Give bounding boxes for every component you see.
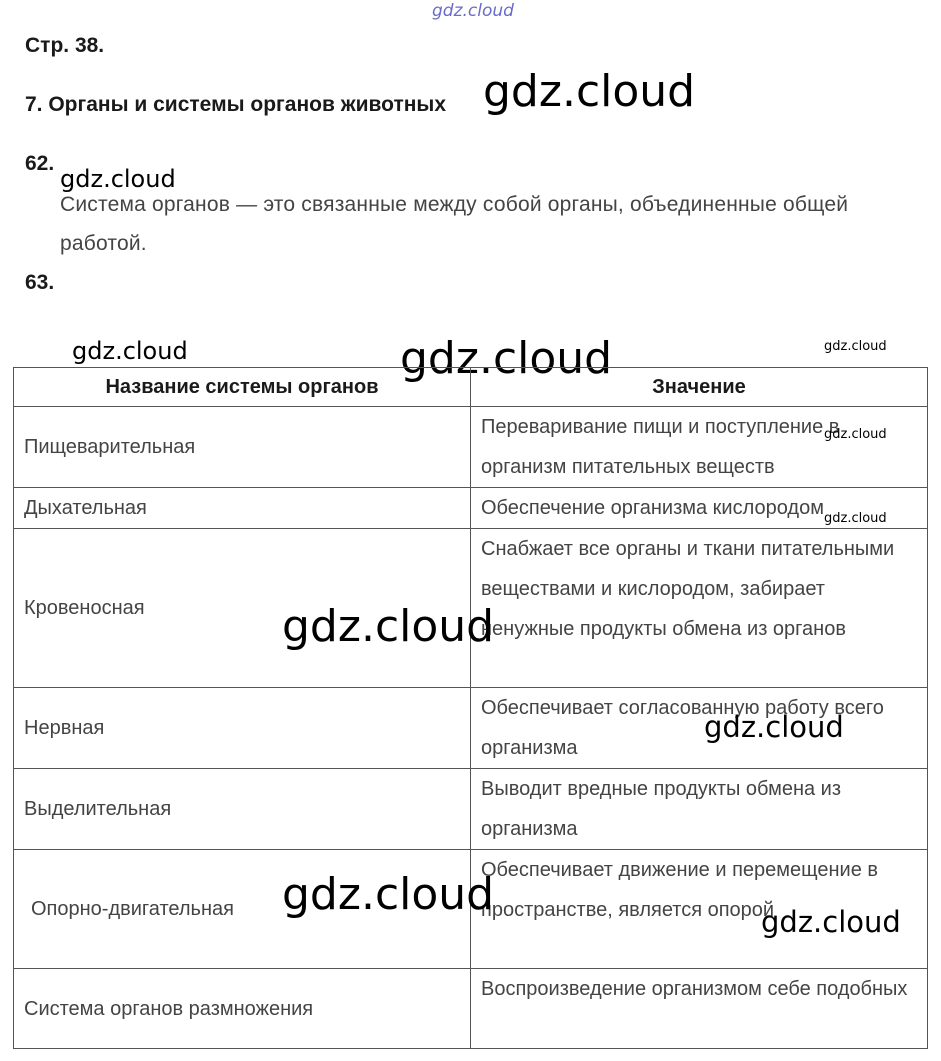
watermark: gdz.cloud <box>761 905 901 939</box>
page-number: Стр. 38. <box>25 34 105 57</box>
watermark-top: gdz.cloud <box>432 1 514 21</box>
watermark: gdz.cloud <box>72 337 188 365</box>
table-row <box>14 488 928 529</box>
section-title: 7. Органы и системы органов животных <box>25 93 447 116</box>
table-row <box>14 769 928 850</box>
system-function: Воспроизведение организмом себе подобных <box>471 969 928 1049</box>
watermark: gdz.cloud <box>824 427 887 442</box>
watermark: gdz.cloud <box>704 710 844 744</box>
table-row <box>14 969 928 1049</box>
system-function: Переваривание пищи и поступление в организм питательных веществ <box>471 407 928 488</box>
system-name: Нервная <box>14 688 471 769</box>
task-62-answer: Система органов — это связанные между собой органы, объединенные общей работой. <box>60 193 849 255</box>
system-function: Обеспечивает согласованную работу всего организма <box>471 688 928 769</box>
organ-systems-table <box>13 367 928 1049</box>
watermark: gdz.cloud <box>483 66 696 117</box>
system-name: Пищеварительная <box>14 407 471 488</box>
task-62-number: 62. <box>25 152 55 175</box>
system-name: Дыхательная <box>14 488 471 529</box>
system-function: Снабжает все органы и ткани питательными веществами и кислородом, забирает ненужные продукты обмена из органов <box>471 529 928 688</box>
system-function: Обеспечение организма кислородом <box>471 488 928 529</box>
watermark: gdz.cloud <box>400 333 613 384</box>
task-63-number: 63. <box>25 271 55 294</box>
system-name: Система органов размножения <box>14 969 471 1049</box>
watermark: gdz.cloud <box>60 165 176 193</box>
watermark: gdz.cloud <box>824 511 887 526</box>
table-header-row <box>14 368 928 407</box>
watermark: gdz.cloud <box>282 601 495 652</box>
watermark: gdz.cloud <box>282 869 495 920</box>
system-name: Опорно-двигательная <box>14 850 471 969</box>
watermark: gdz.cloud <box>824 339 887 354</box>
system-function: Выводит вредные продукты обмена из организма <box>471 769 928 850</box>
system-name: Кровеносная <box>14 529 471 688</box>
column-header-value: Значение <box>471 368 928 407</box>
system-name: Выделительная <box>14 769 471 850</box>
column-header-name: Название системы органов <box>14 368 471 407</box>
table-row <box>14 407 928 488</box>
system-function: Обеспечивает движение и перемещение в пространстве, является опорой <box>471 850 928 969</box>
